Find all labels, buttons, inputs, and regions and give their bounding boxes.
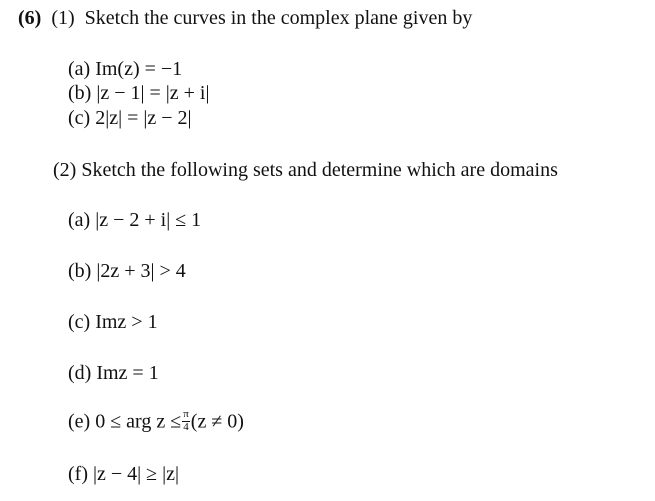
part1-item-c: [68, 108, 192, 128]
item-label: (f): [68, 463, 88, 485]
item-expression: 2|z| = |z − 2|: [95, 107, 192, 129]
item-label: (e): [68, 410, 91, 433]
part1-item-b: [68, 83, 210, 103]
part1-text: Sketch the curves in the complex plane given by: [84, 7, 473, 29]
part2-item-c: [68, 312, 158, 332]
part1-item-a: [68, 59, 182, 79]
item-label: (d): [68, 362, 92, 384]
item-expression-after: (z ≠ 0): [190, 410, 244, 433]
item-expression: |z − 2 + i| ≤ 1: [95, 209, 202, 231]
problem-number: (6): [18, 7, 42, 29]
item-expression: |2z + 3| > 4: [96, 260, 186, 282]
part2-item-b: [68, 261, 186, 281]
item-label: (c): [68, 107, 91, 129]
problem-header: [18, 8, 472, 28]
item-label: (a): [68, 58, 91, 80]
part2-item-a: [68, 210, 201, 230]
item-expression: Im(z) = −1: [95, 58, 183, 80]
part1-label: (1): [51, 7, 75, 29]
item-expression-before: 0 ≤ arg z ≤: [95, 410, 182, 433]
item-label: (b): [68, 260, 92, 282]
part2-item-f: [68, 464, 179, 484]
item-expression: Imz > 1: [95, 311, 158, 333]
fraction-numerator: π: [183, 408, 189, 420]
item-label: (c): [68, 311, 91, 333]
part2-item-e: [68, 408, 244, 435]
item-label: (b): [68, 82, 92, 104]
part2-item-d: [68, 363, 159, 383]
fraction-denominator: 4: [183, 420, 189, 433]
item-expression: |z − 4| ≥ |z|: [92, 463, 180, 485]
item-expression: Imz = 1: [96, 362, 159, 384]
pi-over-4-fraction: [182, 409, 190, 433]
part2-heading: (2) Sketch the following sets and determine which are domains: [53, 159, 558, 181]
item-label: (a): [68, 209, 91, 231]
item-expression: |z − 1| = |z + i|: [96, 82, 210, 104]
